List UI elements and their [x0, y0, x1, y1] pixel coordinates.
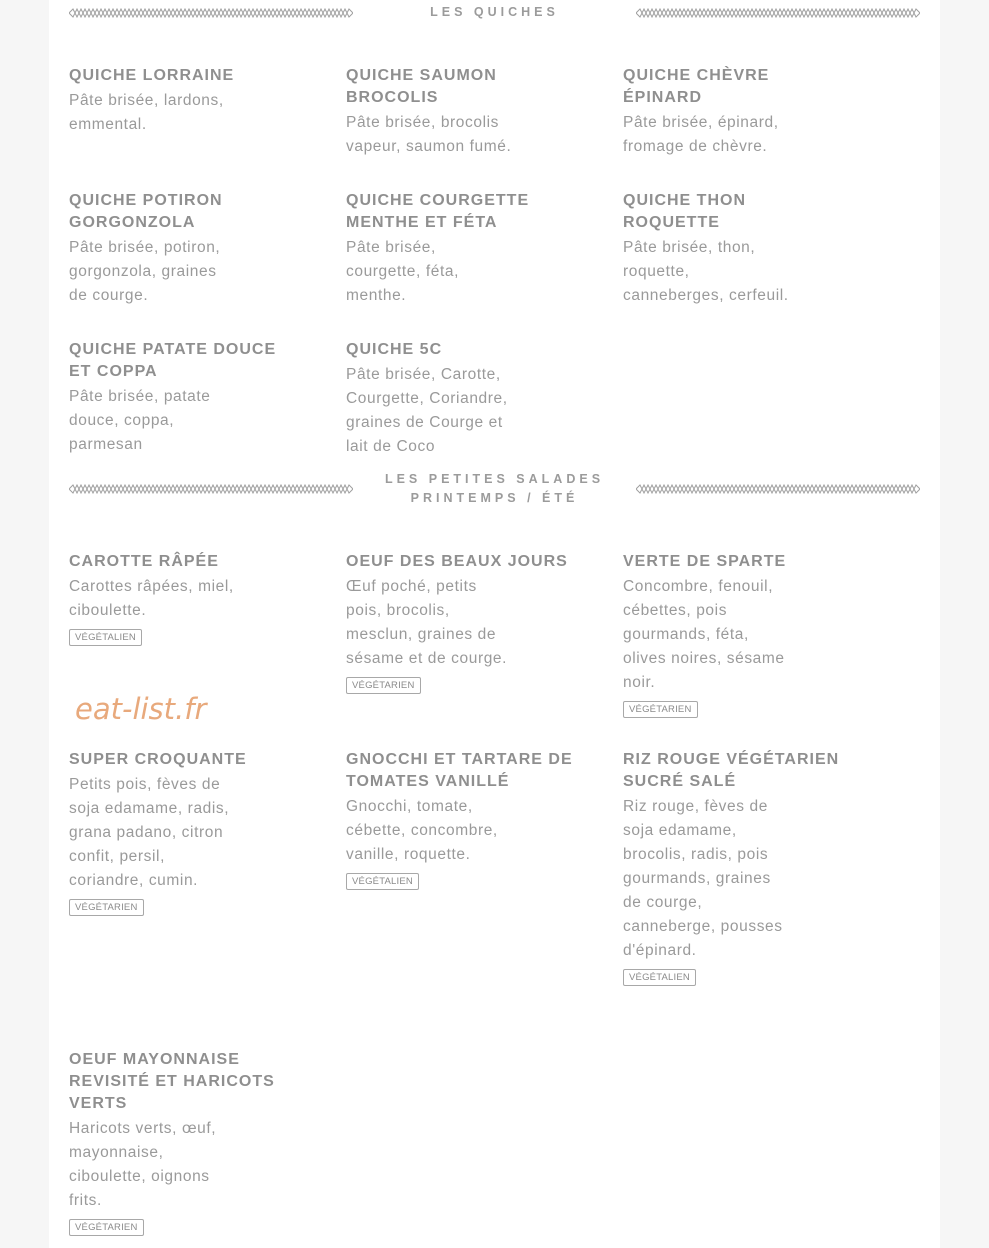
item-description: Haricots verts, œuf, mayonnaise, ciboulette, oignons frits.: [69, 1120, 217, 1209]
item-description: Petits pois, fèves de soja edamame, radis, grana padano, citron confit, persil, coriandre, cumin.: [69, 776, 230, 889]
menu-item-quiche-courgette-menthe-feta: [346, 190, 586, 308]
menu-item-oeuf-des-beaux-jours: [346, 551, 586, 694]
diet-badge: VÉGÉTALIEN: [69, 629, 142, 646]
menu-item-quiche-5c: [346, 339, 586, 459]
item-description: Pâte brisée, brocolis vapeur, saumon fumé.: [346, 114, 512, 155]
item-name: QUICHE THON ROQUETTE: [623, 192, 746, 231]
item-description: Riz rouge, fèves de soja edamame, brocolis, radis, pois gourmands, graines de courge, canneberge, pousses d'épinard.: [623, 798, 783, 959]
menu-item-oeuf-mayonnaise-revisite: [69, 1049, 309, 1236]
menu-item-quiche-saumon-brocolis: [346, 65, 586, 159]
menu-item-carotte-rapee: [69, 551, 309, 646]
zigzag-ornament-left: [69, 6, 353, 20]
section-header-quiches: [69, 3, 920, 22]
item-name: QUICHE SAUMON BROCOLIS: [346, 67, 497, 106]
diet-badge: VÉGÉTALIEN: [346, 873, 419, 890]
watermark-logo: eat-list.fr: [75, 692, 207, 726]
section-title: LES QUICHES: [430, 5, 559, 19]
item-name: RIZ ROUGE VÉGÉTARIEN SUCRÉ SALÉ: [623, 751, 840, 790]
menu-item-quiche-chevre-epinard: [623, 65, 863, 159]
diet-badge: VÉGÉTARIEN: [346, 677, 421, 694]
diet-badge: VÉGÉTARIEN: [69, 899, 144, 916]
menu-item-quiche-patate-douce-coppa: [69, 339, 309, 457]
diet-badge: VÉGÉTALIEN: [623, 969, 696, 986]
item-description: Gnocchi, tomate, cébette, concombre, vanille, roquette.: [346, 798, 498, 863]
menu-item-quiche-potiron-gorgonzola: [69, 190, 309, 308]
item-name: SUPER CROQUANTE: [69, 751, 247, 768]
section-header-petites-salades: [69, 470, 920, 508]
menu-item-super-croquante: [69, 749, 309, 916]
item-name: VERTE DE SPARTE: [623, 553, 787, 570]
item-name: QUICHE PATATE DOUCE ET COPPA: [69, 341, 277, 380]
item-description: Œuf poché, petits pois, brocolis, mesclun, graines de sésame et de courge.: [346, 578, 508, 667]
item-name: OEUF DES BEAUX JOURS: [346, 553, 568, 570]
zigzag-ornament-right: [636, 6, 920, 20]
item-name: QUICHE LORRAINE: [69, 67, 235, 84]
diet-badge: VÉGÉTARIEN: [69, 1219, 144, 1236]
item-description: Carottes râpées, miel, ciboulette.: [69, 578, 234, 619]
menu-item-riz-rouge-vegetarien: [623, 749, 863, 986]
item-description: Concombre, fenouil, cébettes, pois gourmands, féta, olives noires, sésame noir.: [623, 578, 785, 691]
item-description: Pâte brisée, courgette, féta, menthe.: [346, 239, 459, 304]
menu-item-quiche-lorraine: [69, 65, 309, 137]
menu-item-gnocchi-tartare-tomates: [346, 749, 586, 890]
zigzag-ornament-right: [636, 482, 920, 496]
item-description: Pâte brisée, Carotte, Courgette, Coriandre, graines de Courge et lait de Coco: [346, 366, 508, 455]
item-name: GNOCCHI ET TARTARE DE TOMATES VANILLÉ: [346, 751, 573, 790]
zigzag-ornament-left: [69, 482, 353, 496]
item-name: QUICHE CHÈVRE ÉPINARD: [623, 67, 770, 106]
item-name: CAROTTE RÂPÉE: [69, 553, 219, 570]
item-description: Pâte brisée, lardons, emmental.: [69, 92, 224, 133]
item-description: Pâte brisée, patate douce, coppa, parmesan: [69, 388, 211, 453]
item-name: QUICHE 5C: [346, 341, 443, 358]
diet-badge: VÉGÉTARIEN: [623, 701, 698, 718]
section-title: LES PETITES SALADES PRINTEMPS / ÉTÉ: [384, 472, 605, 505]
item-description: Pâte brisée, thon, roquette, canneberges, cerfeuil.: [623, 239, 789, 304]
item-description: Pâte brisée, potiron, gorgonzola, graines de courge.: [69, 239, 221, 304]
item-description: Pâte brisée, épinard, fromage de chèvre.: [623, 114, 779, 155]
menu-item-quiche-thon-roquette: [623, 190, 863, 308]
item-name: QUICHE COURGETTE MENTHE ET FÉTA: [346, 192, 530, 231]
menu-item-verte-de-sparte: [623, 551, 863, 718]
item-name: QUICHE POTIRON GORGONZOLA: [69, 192, 223, 231]
item-name: OEUF MAYONNAISE REVISITÉ ET HARICOTS VERTS: [69, 1051, 275, 1112]
